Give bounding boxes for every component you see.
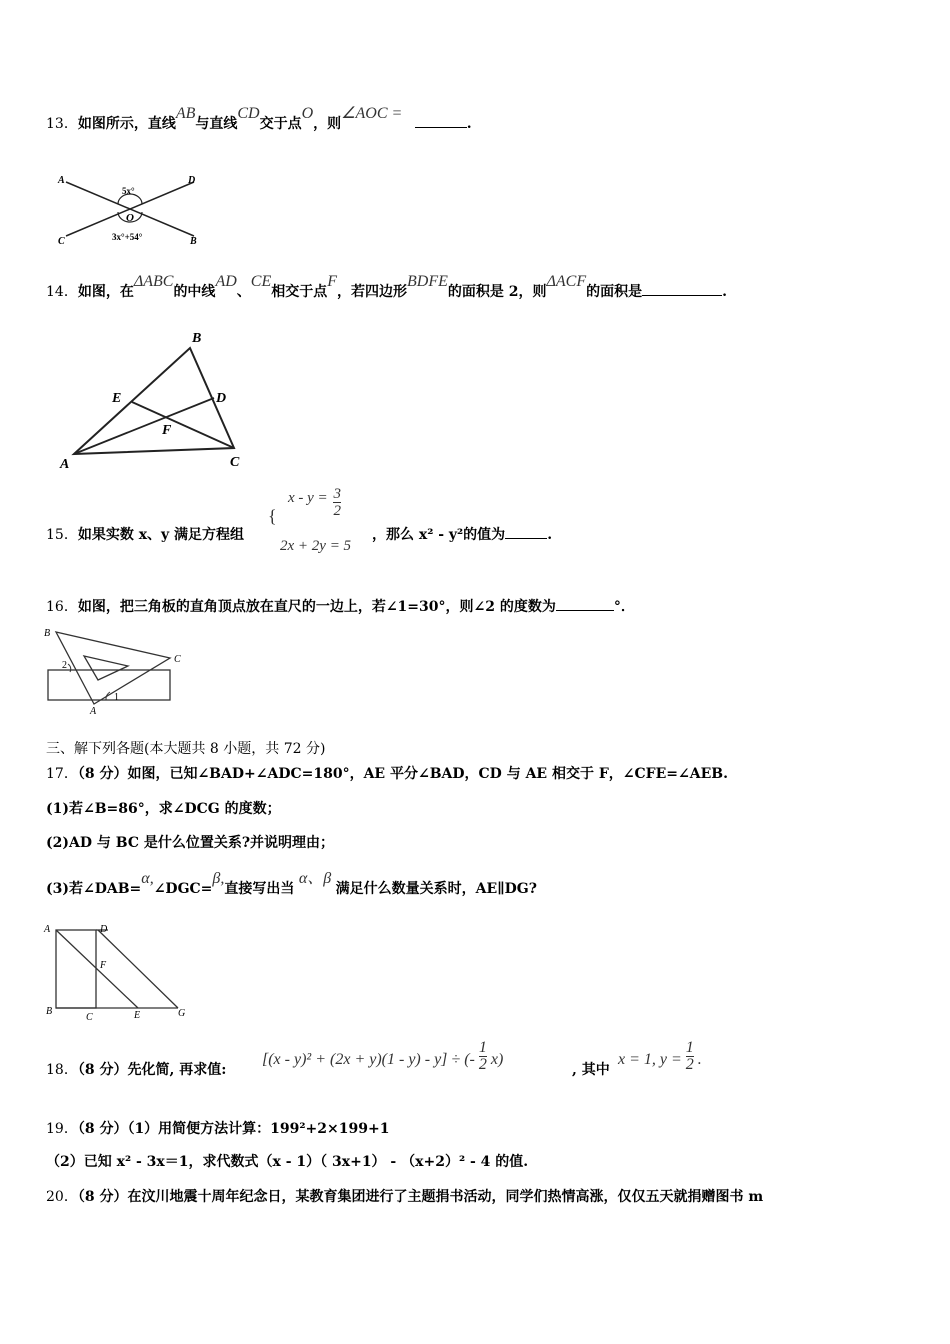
q16-label-A: A <box>90 706 97 716</box>
q14-figure <box>56 326 256 472</box>
eq2: 2x + 2y = 5 <box>280 538 352 554</box>
math-AB: AB <box>175 105 196 122</box>
answer-blank <box>415 115 467 128</box>
set-square-inner <box>84 656 128 680</box>
q19-part2: （2）已知 x² - 3x＝1，求代数式（x - 1）（ 3x+1） - （x+2）² - 4 的值. <box>46 1154 529 1170</box>
math-O: O <box>301 105 314 122</box>
q17-label-F: F <box>100 960 107 971</box>
q16-label-C: C <box>174 654 181 665</box>
left-brace: { <box>268 506 277 526</box>
q17-part2: (2)AD 与 BC 是什么位置关系?并说明理由； <box>46 835 335 851</box>
q17-number: 17． <box>46 766 78 782</box>
y-fraction: $\frac{1}{2}$ <box>685 1039 694 1073</box>
q17-label-G: G <box>178 1008 186 1019</box>
math-angle-AOC: ∠AOC = <box>341 105 403 122</box>
answer-blank <box>556 598 614 611</box>
q16-figure <box>42 624 192 716</box>
q19-line: 19．（8 分）（1）用简便方法计算：199²+2×199+1 <box>46 1121 390 1137</box>
q15-line: 15．如果实数 x、y 满足方程组 <box>46 527 245 543</box>
q20-line: 20．（8 分）在汶川地震十周年纪念日，某教育集团进行了主题捐书活动，同学们热情高涨，仅仅五天就捐赠图书 m <box>46 1189 764 1205</box>
q14-line: 14．如图，在ΔABC的中线AD、CE相交于点F，若四边形BDFE的面积是 2，则ΔACF的面积是 . <box>46 273 727 300</box>
rectangle-ABCD <box>56 930 96 1008</box>
q16-number: 16． <box>46 599 78 615</box>
set-square-outer <box>56 632 170 704</box>
q16-angle-2: 2 <box>62 660 67 671</box>
q14-number: 14． <box>46 284 78 300</box>
q17-label-E: E <box>134 1010 141 1021</box>
q13-top-angle: 5x° <box>122 186 135 196</box>
half-fraction: $\frac{1}{2}$ <box>478 1039 487 1073</box>
q13-label-O: O <box>126 212 134 224</box>
q14-label-B: B <box>192 331 202 346</box>
q13-bottom-angle: 3x°+54° <box>112 232 143 242</box>
q17-figure <box>42 920 192 1024</box>
q15-number: 15． <box>46 527 78 543</box>
q17-label-B: B <box>46 1006 53 1017</box>
q13-label-C: C <box>58 236 65 247</box>
q16-label-B: B <box>44 628 51 639</box>
median-AD <box>74 398 214 454</box>
q14-label-F: F <box>162 423 172 438</box>
q18-number: 18． <box>46 1062 78 1078</box>
q17-label-C: C <box>86 1012 93 1023</box>
q13-figure <box>56 168 216 250</box>
answer-blank <box>505 526 547 539</box>
q15-tail: ，那么 x² - y²的值为 . <box>372 527 553 543</box>
line-AE <box>56 930 138 1008</box>
q13-line: 13．如图所示，直线AB与直线CD交于点O，则∠AOC = . <box>46 105 472 132</box>
q18-given: , 其中 <box>572 1062 610 1078</box>
answer-blank <box>642 283 722 296</box>
q13-label-D: D <box>188 175 196 186</box>
eq1-fraction: $\frac{3}{2}$ <box>333 486 341 519</box>
q13-label-B: B <box>190 236 197 247</box>
q14-label-D: D <box>216 391 227 406</box>
q17-part3: (3)若∠DAB=α,∠DGC=β,直接写出当 α、β 满足什么数量关系时，AE∥DG? <box>46 870 537 897</box>
q14-label-C: C <box>230 455 240 470</box>
q17-line: 17．（8 分）如图，已知∠BAD+∠ADC=180°，AE 平分∠BAD，CD 与 AE 相交于 F，∠CFE=∠AEB. <box>46 766 728 782</box>
q17-label-A: A <box>44 924 51 935</box>
line-DG <box>98 930 178 1008</box>
q18-values: x = 1, y = $\frac{1}{2}$ . <box>618 1039 702 1073</box>
q13-label-A: A <box>58 175 65 186</box>
eq1-left: x - y = <box>288 489 328 506</box>
q19-number: 19． <box>46 1121 78 1137</box>
q18-expression: [(x - y)² + (2x + y)(1 - y) - y] ÷ (- $\frac{1}{2}$ x) <box>262 1039 504 1073</box>
q18-line: 18．（8 分）先化简, 再求值: <box>46 1062 227 1078</box>
q14-label-A: A <box>60 457 70 472</box>
q16-line: 16．如图，把三角板的直角顶点放在直尺的一边上，若∠1=30°，则∠2 的度数为 °． <box>46 599 635 615</box>
q20-number: 20． <box>46 1189 78 1205</box>
q17-part1: (1)若∠B=86°，求∠DCG 的度数； <box>46 801 281 817</box>
q13-number: 13． <box>46 116 78 132</box>
math-CD: CD <box>237 105 260 122</box>
q17-label-D: D <box>100 924 108 935</box>
section-3-title: 三、解下列各题(本大题共 8 小题，共 72 分) <box>46 741 326 757</box>
q14-label-E: E <box>112 391 122 406</box>
q16-angle-1: 1 <box>114 692 119 703</box>
